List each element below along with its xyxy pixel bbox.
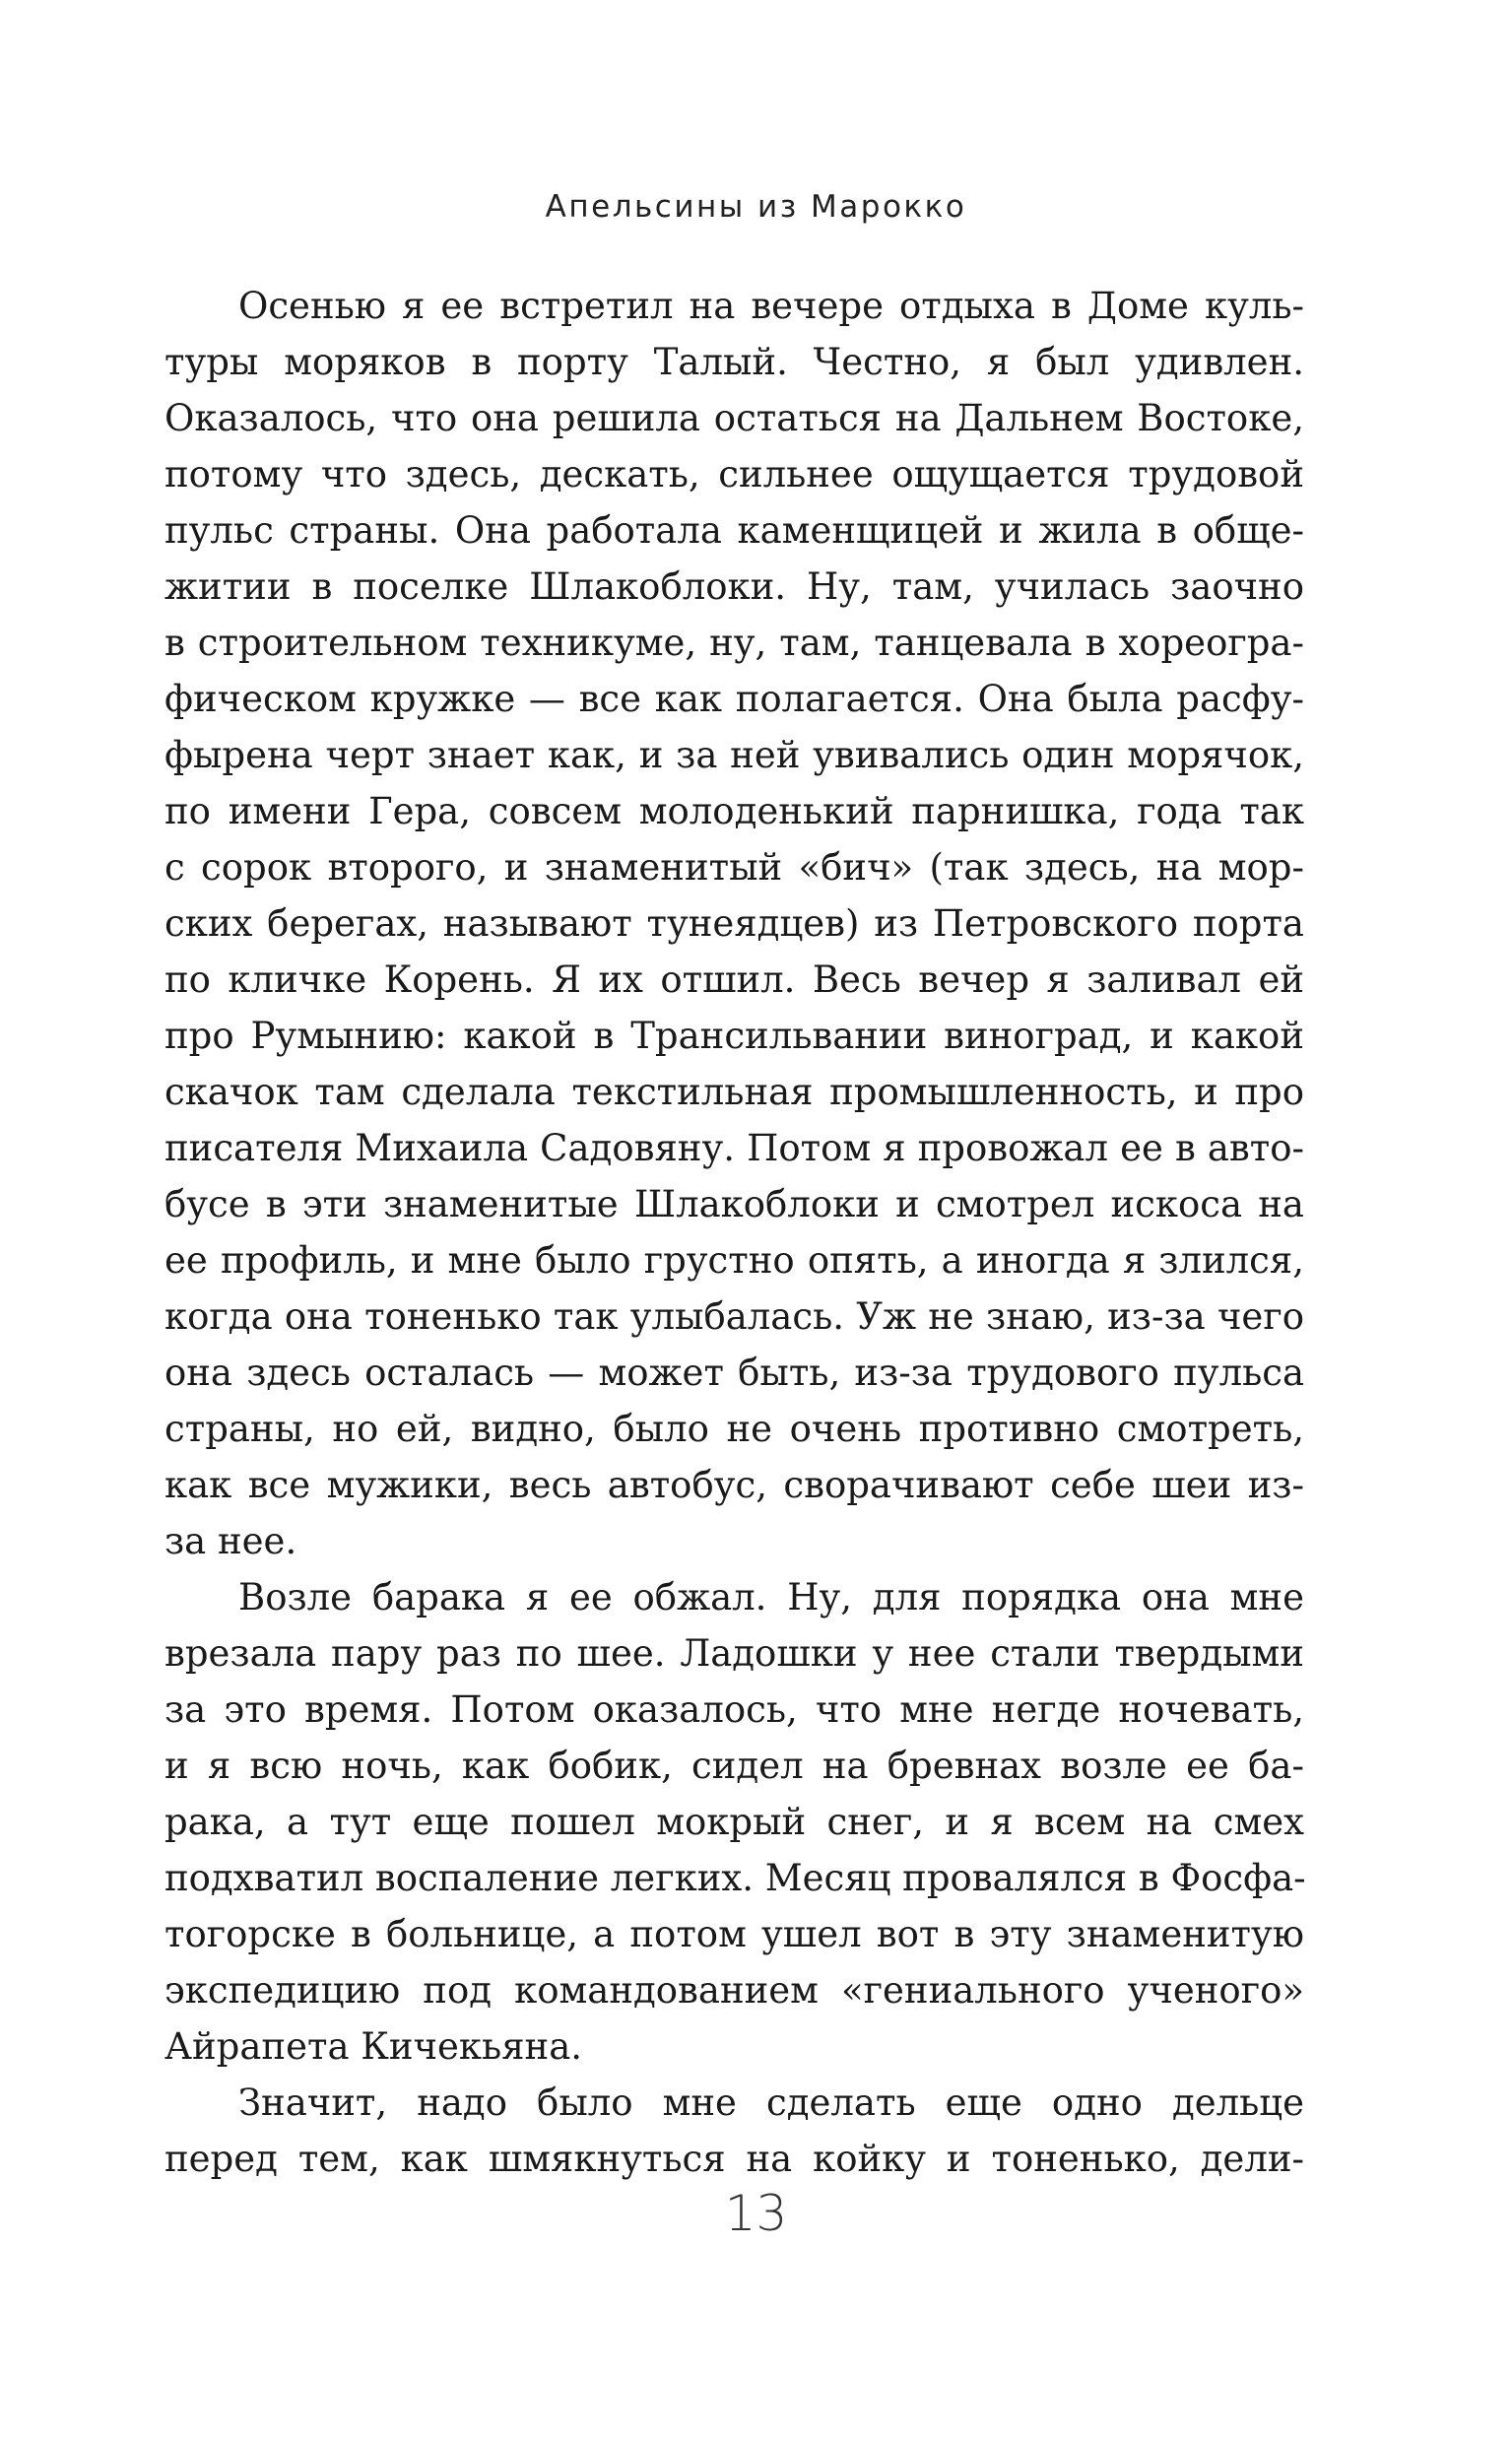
page-number: 13: [724, 2185, 788, 2242]
text-line: подхватил воспаление легких. Месяц провалялся в Фосфа-: [164, 1857, 1306, 1899]
paragraph-3: [164, 2075, 1304, 2187]
running-head: Апельсины из Марокко: [545, 189, 967, 225]
text-line: писателя Михаила Садовяну. Потом я провожал ее в авто-: [164, 1127, 1304, 1169]
paragraph-1: [164, 278, 1304, 1569]
text-line: пульс страны. Она работала каменщицей и жила в обще-: [164, 509, 1304, 552]
text-line: тогорске в больнице, а потом ушел вот в эту знаменитую: [164, 1913, 1304, 1955]
text-line: бусе в эти знаменитые Шлакоблоки и смотрел искоса на: [164, 1183, 1304, 1225]
text-line: Айрапета Кичекьяна.: [164, 2025, 583, 2068]
text-line: как все мужики, весь автобус, сворачивают себе шеи из-: [164, 1464, 1304, 1506]
text-line: с сорок второго, и знаменитый «бич» (так здесь, на мор-: [164, 846, 1304, 889]
text-line: за это время. Потом оказалось, что мне негде ночевать,: [164, 1688, 1304, 1731]
text-line: Возле барака я ее обжал. Ну, для порядка она мне: [238, 1576, 1304, 1618]
text-line: по имени Гера, совсем молоденький парнишка, года так: [164, 790, 1304, 832]
text-line: в строительном техникуме, ну, там, танцевала в хореогра-: [164, 622, 1304, 664]
text-line: страны, но ей, видно, было не очень противно смотреть,: [164, 1408, 1304, 1450]
text-line: ее профиль, и мне было грустно опять, а иногда я злился,: [164, 1239, 1304, 1282]
text-line: экспедицию под командованием «гениального ученого»: [164, 1969, 1304, 2012]
text-line: фырена черт знает как, и за ней увивались один морячок,: [164, 734, 1304, 776]
text-line: ских берегах, называют тунеядцев) из Петровского порта: [164, 902, 1304, 945]
text-line: врезала пару раз по шее. Ладошки у нее стали твердыми: [164, 1632, 1304, 1675]
paragraph-2: [164, 1569, 1304, 2075]
text-line: рака, а тут еще пошел мокрый снег, и я всем на смех: [164, 1801, 1304, 1843]
text-line: она здесь осталась — может быть, из-за трудового пульса: [164, 1352, 1304, 1394]
body-text: [164, 278, 1304, 2187]
text-line: потому что здесь, дескать, сильнее ощущается трудовой: [164, 453, 1304, 495]
text-line: Осенью я ее встретил на вечере отдыха в Доме куль-: [238, 285, 1304, 327]
text-line: про Румынию: какой в Трансильвании виноград, и какой: [164, 1015, 1304, 1057]
text-line: туры моряков в порту Талый. Честно, я был удивлен.: [164, 341, 1304, 383]
text-line: перед тем, как шмякнуться на койку и тоненько, дели-: [164, 2138, 1304, 2180]
text-line: фическом кружке — все как полагается. Она была расфу-: [164, 678, 1304, 720]
text-line: за нее.: [164, 1520, 297, 1562]
text-line: когда она тоненько так улыбалась. Уж не знаю, из-за чего: [164, 1295, 1304, 1338]
text-line: и я всю ночь, как бобик, сидел на бревнах возле ее ба-: [164, 1745, 1304, 1787]
text-line: по кличке Корень. Я их отшил. Весь вечер я заливал ей: [164, 958, 1304, 1001]
text-line: житии в поселке Шлакоблоки. Ну, там, училась заочно: [164, 565, 1304, 608]
text-line: Значит, надо было мне сделать еще одно дельце: [238, 2081, 1304, 2124]
text-line: Оказалось, что она решила остаться на Дальнем Востоке,: [164, 397, 1304, 439]
text-line: скачок там сделала текстильная промышленность, и про: [164, 1071, 1304, 1113]
